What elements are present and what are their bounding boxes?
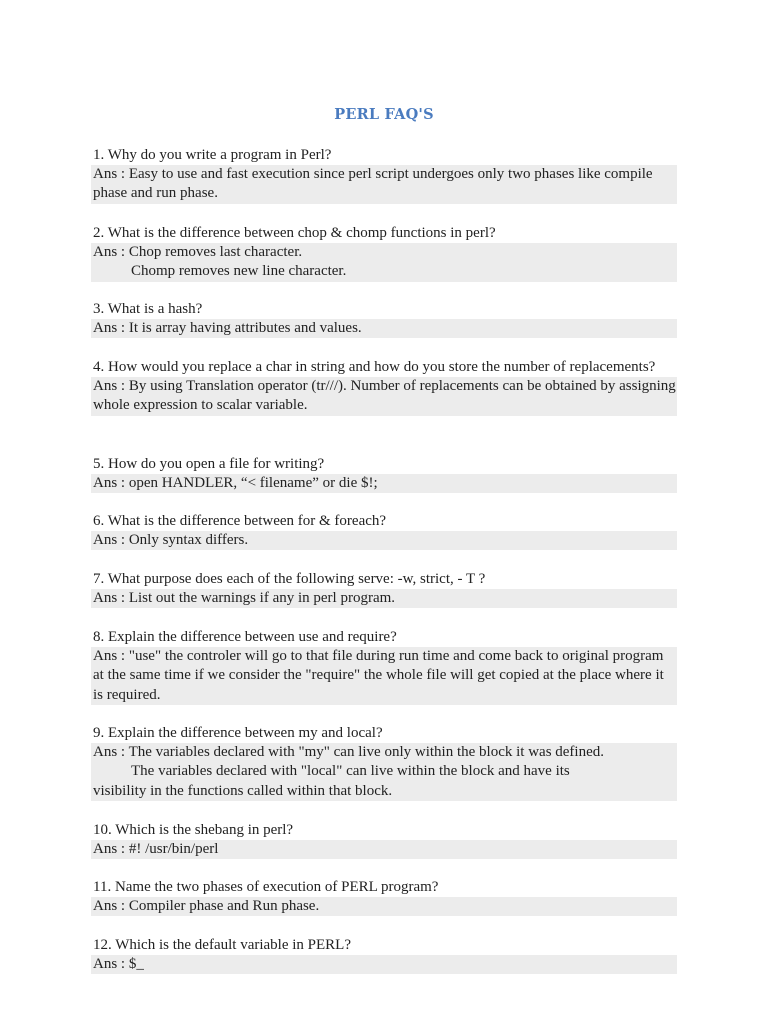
faq-answer-text: Ans : Compiler phase and Run phase.: [93, 898, 320, 915]
faq-answer: [91, 377, 677, 415]
faq-item-7: [91, 570, 677, 608]
faq-answer: [91, 589, 677, 608]
faq-question: 2. What is the difference between chop & chomp functions in perl?: [93, 225, 496, 241]
faq-answer: [91, 474, 677, 493]
faq-question: 5. How do you open a file for writing?: [93, 456, 325, 472]
faq-item-4: [91, 358, 677, 416]
faq-question: 1. Why do you write a program in Perl?: [93, 147, 332, 163]
faq-question: 3. What is a hash?: [93, 301, 203, 317]
faq-answer-text: Ans : By using Translation operator (tr///). Number of replacements can be obtained by assigning whole expression to scalar variable.: [93, 378, 676, 414]
faq-answer: [91, 840, 677, 859]
faq-answer: [91, 165, 677, 203]
faq-answer: [91, 243, 677, 281]
faq-question: 12. Which is the default variable in PERL?: [93, 937, 351, 953]
faq-question: 4. How would you replace a char in string and how do you store the number of replacements?: [93, 359, 656, 375]
faq-item-8: [91, 628, 677, 705]
faq-item-10: [91, 821, 677, 859]
faq-answer-line: Ans : The variables declared with "my" can live only within the block it was defined.: [93, 744, 605, 761]
page-title: PERL FAQ'S: [334, 106, 434, 123]
faq-item-6: [91, 512, 677, 550]
faq-answer-text: Ans : "use" the controler will go to that file during run time and come back to original program at the same time if we consider the "require" the whole file will get copied at the place where it is required.: [93, 648, 664, 703]
faq-question: 6. What is the difference between for & foreach?: [93, 513, 387, 529]
faq-answer-line: visibility in the functions called within that block.: [93, 782, 393, 799]
faq-answer: [91, 897, 677, 916]
faq-answer: [91, 955, 677, 974]
faq-answer-line: The variables declared with "local" can live within the block and have its: [131, 763, 570, 780]
faq-answer-text: Ans : Only syntax differs.: [93, 532, 249, 549]
faq-question: 8. Explain the difference between use and require?: [93, 629, 397, 645]
faq-item-11: [91, 878, 677, 916]
faq-answer: [91, 647, 677, 705]
faq-answer: [91, 319, 677, 338]
faq-answer: [91, 531, 677, 550]
faq-answer: [91, 743, 677, 801]
faq-question: 10. Which is the shebang in perl?: [93, 822, 294, 838]
faq-item-1: [91, 146, 677, 204]
faq-answer-text: Ans : It is array having attributes and values.: [93, 320, 362, 337]
faq-answer-line: Chomp removes new line character.: [131, 263, 347, 280]
faq-answer-text: Ans : #! /usr/bin/perl: [93, 841, 219, 858]
faq-item-9: [91, 724, 677, 801]
faq-answer-line: Ans : Chop removes last character.: [93, 244, 303, 261]
faq-item-5: [91, 455, 677, 493]
faq-answer-text: Ans : $_: [93, 956, 144, 973]
faq-answer-text: Ans : List out the warnings if any in perl program.: [93, 590, 396, 607]
faq-item-2: [91, 224, 677, 282]
faq-item-3: [91, 300, 677, 338]
faq-question: 11. Name the two phases of execution of PERL program?: [93, 879, 439, 895]
faq-answer-text: Ans : Easy to use and fast execution since perl script undergoes only two phases like compile phase and run phase.: [93, 166, 653, 202]
faq-question: 9. Explain the difference between my and local?: [93, 725, 383, 741]
faq-answer-text: Ans : open HANDLER, “< filename” or die $!;: [93, 475, 378, 492]
faq-item-12: [91, 936, 677, 974]
faq-question: 7. What purpose does each of the following serve: -w, strict, - T ?: [93, 571, 486, 587]
